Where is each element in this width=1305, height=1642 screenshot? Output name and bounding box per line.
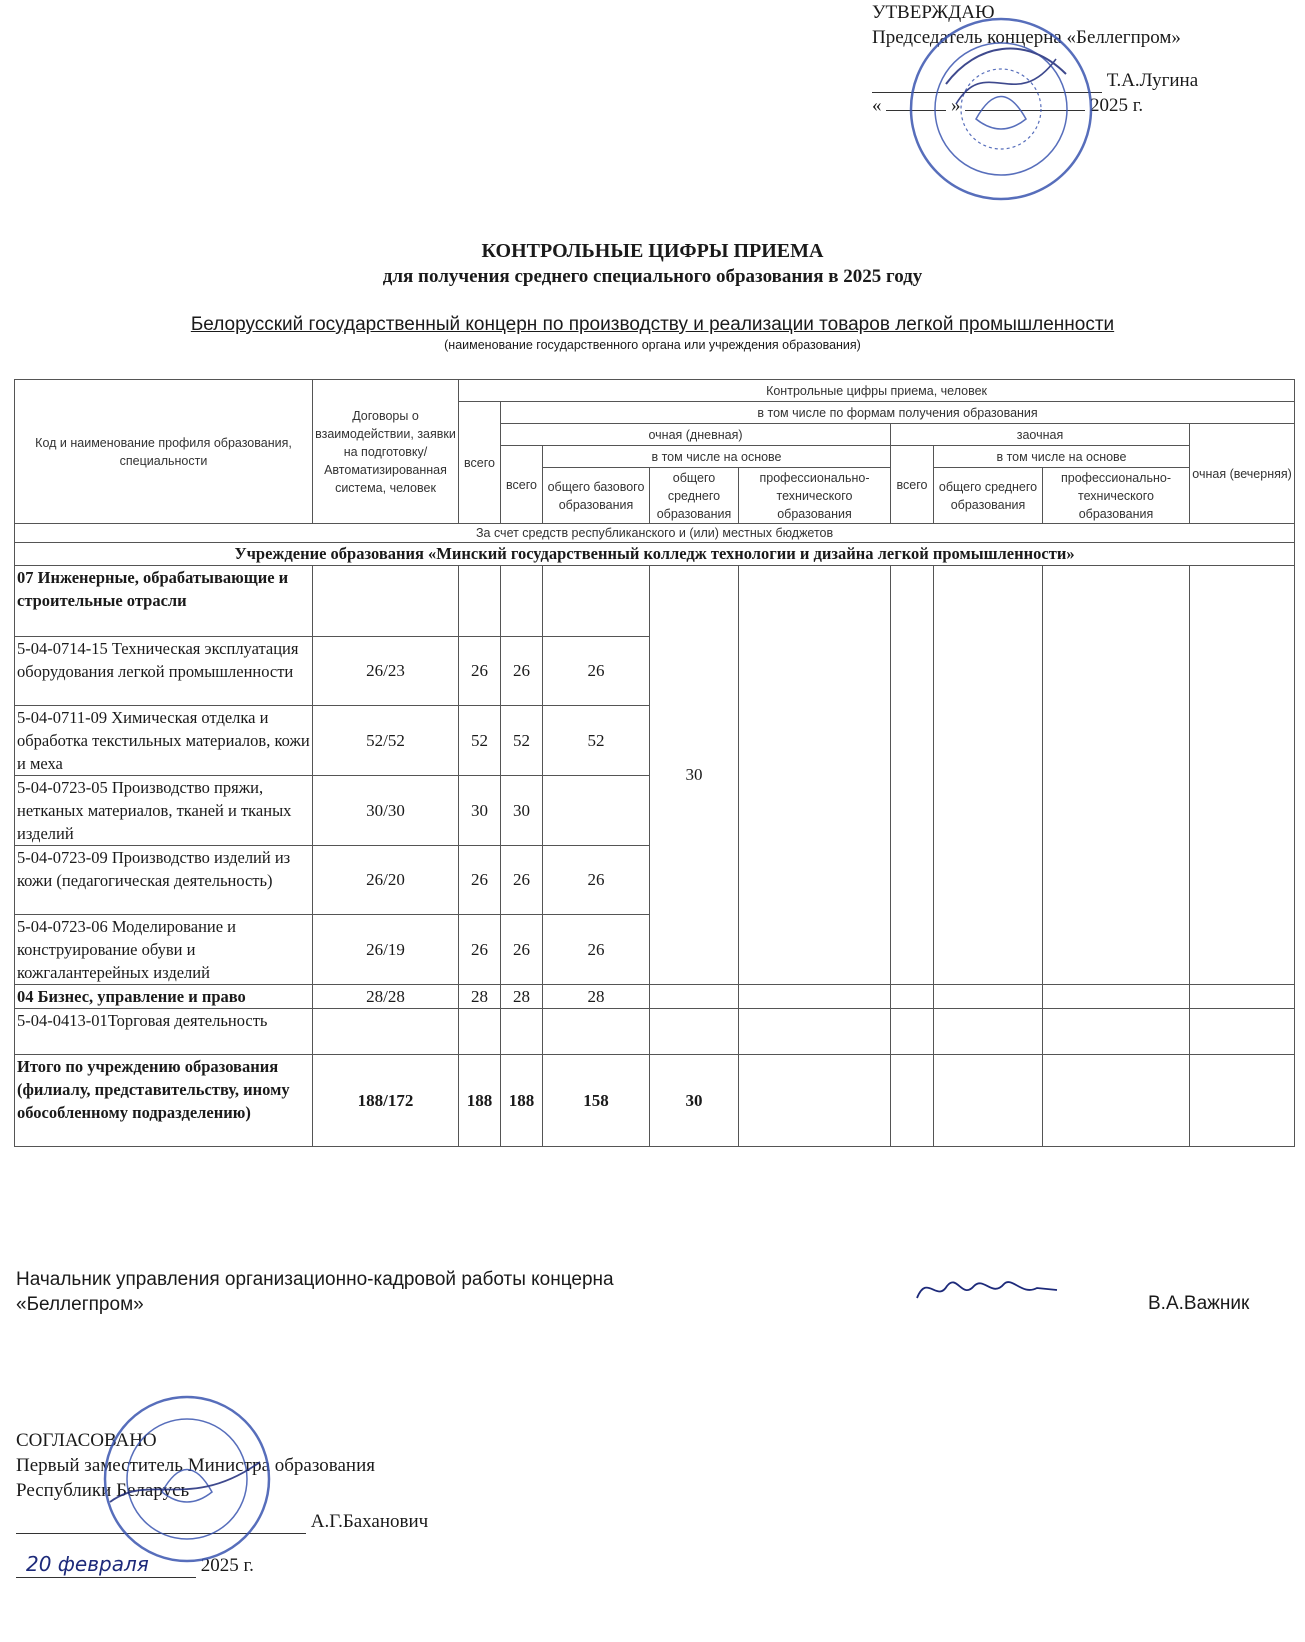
agreed-position-1: Первый заместитель Министра образования [16,1455,375,1476]
row-total: 28 [459,985,501,1009]
head-signature-icon [912,1268,1062,1308]
row-contracts: 26/19 [313,915,459,985]
approval-name: Т.А.Лугина [1106,70,1199,91]
totals-ft: 188 [501,1055,543,1147]
header-parttime: заочная [891,424,1190,446]
row-basic: 28 [543,985,650,1009]
header-fulltime: очная (дневная) [501,424,891,446]
row-ft: 30 [501,776,543,846]
group-engineering: 07 Инженерные, обрабатывающие и строительные отрасли [15,566,313,637]
approval-position: Председатель концерна «Беллегпром» [872,27,1181,48]
head-position-line-1: Начальник управления организационно-кадровой работы концерна [16,1269,614,1290]
document-title: КОНТРОЛЬНЫЕ ЦИФРЫ ПРИЕМА [481,240,824,262]
row-total: 52 [459,706,501,776]
header-total: всего [459,402,501,524]
header-incl-basis: в том числе на основе [543,446,891,468]
table-row [15,985,1295,1009]
table-row [15,1009,1295,1055]
header-pt-secondary: общего среднего образования [934,468,1043,524]
row-ft: 26 [501,846,543,915]
row-total: 26 [459,846,501,915]
row-basic: 26 [543,915,650,985]
row-trade: 5-04-0413-01Торговая деятельность [15,1009,313,1055]
agreed-year: 2025 г. [200,1555,254,1576]
header-ft-total: всего [501,446,543,524]
header-by-forms: в том числе по формам получения образования [501,402,1295,424]
row-ft: 26 [501,915,543,985]
row-basic: 26 [543,846,650,915]
header-profile: Код и наименование профиля образования, специальности [15,380,313,524]
group-business: 04 Бизнес, управление и право [15,985,313,1009]
totals-total: 188 [459,1055,501,1147]
approval-stamp-icon [906,14,1096,204]
row-contracts: 26/20 [313,846,459,915]
totals-row [15,1055,1295,1147]
header-basic: общего базового образования [543,468,650,524]
header-kcp: Контрольные цифры приема, человек [459,380,1295,402]
agreed-position-2: Республики Беларусь [16,1480,190,1501]
head-name: В.А.Важник [1148,1293,1250,1314]
group1-secondary-value: 30 [650,566,739,985]
agreed-stamp-icon [100,1392,275,1567]
head-position [16,1267,614,1317]
funding-row: За счет средств республиканского и (или) местных бюджетов [15,524,1295,543]
admission-table [14,379,1295,1147]
row-name: 5-04-0711-09 Химическая отделка и обработка текстильных материалов, кожи и меха [15,706,313,776]
row-contracts: 30/30 [313,776,459,846]
header-pt-total: всего [891,446,934,524]
totals-contracts: 188/172 [313,1055,459,1147]
totals-name: Итого по учреждению образования (филиалу, представительству, иному обособленному подразделению) [15,1055,313,1147]
approval-year: 2025 г. [1090,95,1144,116]
row-contracts: 28/28 [313,985,459,1009]
approval-date-close: » [951,95,961,116]
row-name: 5-04-0714-15 Техническая эксплуатация оборудования легкой промышленности [15,637,313,706]
header-pt-vocational: профессионально-технического образования [1043,468,1190,524]
row-total: 26 [459,637,501,706]
header-secondary: общего среднего образования [650,468,739,524]
header-evening: очная (вечерняя) [1190,424,1295,524]
row-basic [543,776,650,846]
approval-heading: УТВЕРЖДАЮ [872,2,995,23]
row-name: 5-04-0723-09 Производство изделий из кожи (педагогическая деятельность) [15,846,313,915]
row-ft: 26 [501,637,543,706]
agreed-name: А.Г.Баханович [310,1511,429,1532]
row-name: 5-04-0723-06 Моделирование и конструирование обуви и кожгалантерейных изделий [15,915,313,985]
head-position-line-2: «Беллегпром» [16,1294,144,1315]
org-caption: (наименование государственного органа или учреждения образования) [444,338,861,352]
row-total: 30 [459,776,501,846]
header-incl-basis-2: в том числе на основе [934,446,1190,468]
row-basic: 26 [543,637,650,706]
row-basic: 52 [543,706,650,776]
row-contracts: 26/23 [313,637,459,706]
header-vocational: профессионально-технического образования [739,468,891,524]
agreed-heading: СОГЛАСОВАНО [16,1430,157,1451]
header-contracts: Договоры о взаимодействии, заявки на подготовку/ Автоматизированная система, человек [313,380,459,524]
row-ft: 28 [501,985,543,1009]
row-ft: 52 [501,706,543,776]
row-total: 26 [459,915,501,985]
org-name: Белорусский государственный концерн по производству и реализации товаров легкой промышленности [190,314,1115,335]
approval-date-open: « [872,95,882,116]
totals-basic: 158 [543,1055,650,1147]
institution-row: Учреждение образования «Минский государственный колледж технологии и дизайна легкой промышленности» [15,543,1295,566]
row-contracts: 52/52 [313,706,459,776]
agreed-date-hand: 20 февраля [16,1552,196,1578]
document-subtitle: для получения среднего специального образования в 2025 году [382,266,923,287]
totals-secondary: 30 [650,1055,739,1147]
row-name: 5-04-0723-05 Производство пряжи, нетканых материалов, тканей и тканых изделий [15,776,313,846]
